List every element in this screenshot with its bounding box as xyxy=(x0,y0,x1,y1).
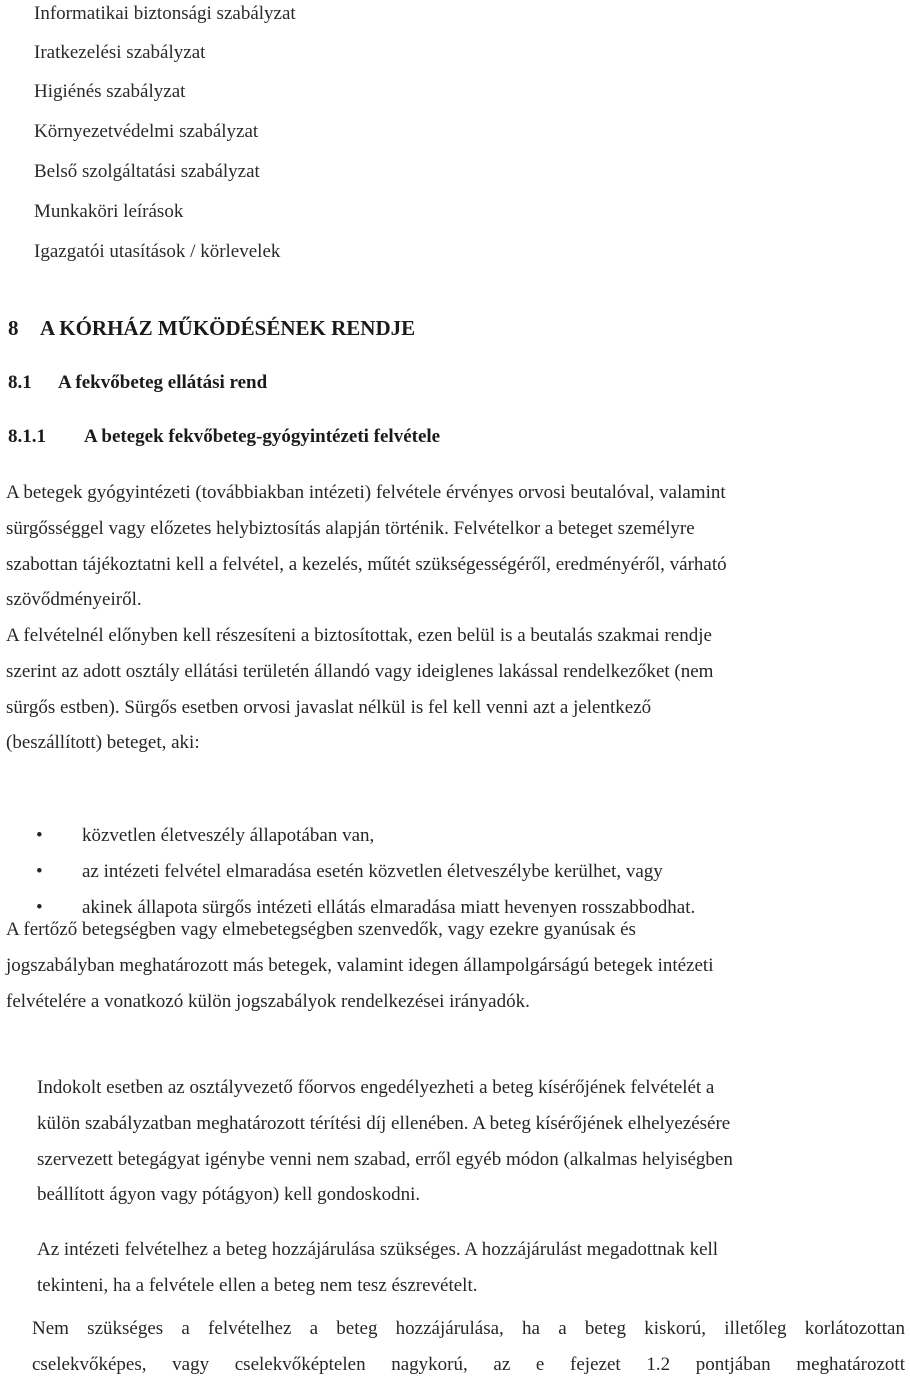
section-heading xyxy=(8,316,415,341)
paragraph-line: felvételére a vonatkozó külön jogszabályok rendelkezései irányadók. xyxy=(6,990,530,1012)
paragraph-line: jogszabályban meghatározott más betegek, valamint idegen állampolgárságú betegek intézeti xyxy=(6,954,714,976)
paragraph-line: szabottan tájékoztatni kell a felvétel, a kezelés, műtét szükségességéről, eredményéről, várható xyxy=(6,553,727,575)
paragraph-consent-exceptions xyxy=(32,1311,905,1383)
subsection-heading xyxy=(8,372,267,394)
paragraph-line: A fertőző betegségben vagy elmebetegségben szenvedők, vagy ezekre gyanúsak és xyxy=(6,919,636,940)
policy-list-item: Informatikai biztonsági szabályzat xyxy=(34,3,296,24)
paragraph-line: cselekvőképes, vagy cselekvőképtelen nagykorú, az e fejezet 1.2 pontjában meghatározott xyxy=(32,1353,905,1375)
bullet-icon: • xyxy=(36,897,43,918)
paragraph-priority xyxy=(6,618,904,761)
paragraph-infectious xyxy=(6,912,904,1019)
paragraph-admission xyxy=(6,475,904,618)
paragraph-consent xyxy=(37,1232,905,1304)
bullet-icon: • xyxy=(36,861,43,882)
paragraph-line: (beszállított) beteget, aki: xyxy=(6,732,200,754)
paragraph-line: Nem szükséges a felvételhez a beteg hozzájárulása, ha a beteg kiskorú, illetőleg korlátozottan xyxy=(32,1318,905,1339)
subsection-number: 8.1 xyxy=(8,372,32,393)
policy-list-item: Iratkezelési szabályzat xyxy=(34,42,206,63)
paragraph-line: Indokolt esetben az osztályvezető főorvos engedélyezheti a beteg kísérőjének felvételét a xyxy=(37,1077,715,1098)
policy-list-item: Munkaköri leírások xyxy=(34,201,184,222)
paragraph-line: A felvételnél előnyben kell részesíteni a biztosítottak, ezen belül is a beutalás szakmai rendje xyxy=(6,625,712,646)
bullet-icon: • xyxy=(36,825,43,846)
paragraph-line: beállított ágyon vagy pótágyon) kell gondoskodni. xyxy=(37,1184,421,1206)
bullet-item: • akinek állapota sürgős intézeti ellátás elmaradása miatt hevenyen rosszabbodhat. xyxy=(36,890,836,926)
bullet-item: • közvetlen életveszély állapotában van, xyxy=(36,818,836,854)
subsubsection-number: 8.1.1 xyxy=(8,426,46,447)
paragraph-line: szövődményeiről. xyxy=(6,589,142,611)
policy-list-item: Higiénés szabályzat xyxy=(34,81,186,102)
paragraph-line: szerint az adott osztály ellátási területén állandó vagy ideiglenes lakással rendelkezőket (nem xyxy=(6,660,714,682)
paragraph-companion xyxy=(37,1070,905,1213)
subsubsection-heading xyxy=(8,426,440,448)
paragraph-line: sürgősséggel vagy előzetes helybiztosítás alapján történik. Felvételkor a beteget személyre xyxy=(6,517,695,539)
paragraph-line: A betegek gyógyintézeti (továbbiakban intézeti) felvétele érvényes orvosi beutalóval, valamint xyxy=(6,482,726,503)
bullet-list xyxy=(36,818,836,926)
section-title: A KÓRHÁZ MŰKÖDÉSÉNEK RENDJE xyxy=(40,316,416,340)
policy-list-item: Igazgatói utasítások / körlevelek xyxy=(34,241,281,262)
paragraph-line: Az intézeti felvételhez a beteg hozzájárulása szükséges. A hozzájárulást megadottnak kell xyxy=(37,1239,719,1260)
subsubsection-title: A betegek fekvőbeteg-gyógyintézeti felvétele xyxy=(84,426,441,447)
paragraph-line: külön szabályzatban meghatározott térítési díj ellenében. A beteg kísérőjének elhelyezésére xyxy=(37,1112,731,1134)
paragraph-line: szervezett betegágyat igénybe venni nem szabad, erről egyéb módon (alkalmas helyiségben xyxy=(37,1148,733,1170)
paragraph-line: sürgős estben). Sürgős esetben orvosi javaslat nélkül is fel kell venni azt a jelentkező xyxy=(6,696,652,718)
policy-list-item: Környezetvédelmi szabályzat xyxy=(34,121,259,142)
section-number: 8 xyxy=(8,316,19,340)
paragraph-line: tekinteni, ha a felvétele ellen a beteg nem tesz észrevételt. xyxy=(37,1274,478,1296)
bullet-item: • az intézeti felvétel elmaradása esetén közvetlen életveszélybe kerülhet, vagy xyxy=(36,854,836,890)
subsection-title: A fekvőbeteg ellátási rend xyxy=(58,372,268,393)
policy-list-item: Belső szolgáltatási szabályzat xyxy=(34,161,260,182)
